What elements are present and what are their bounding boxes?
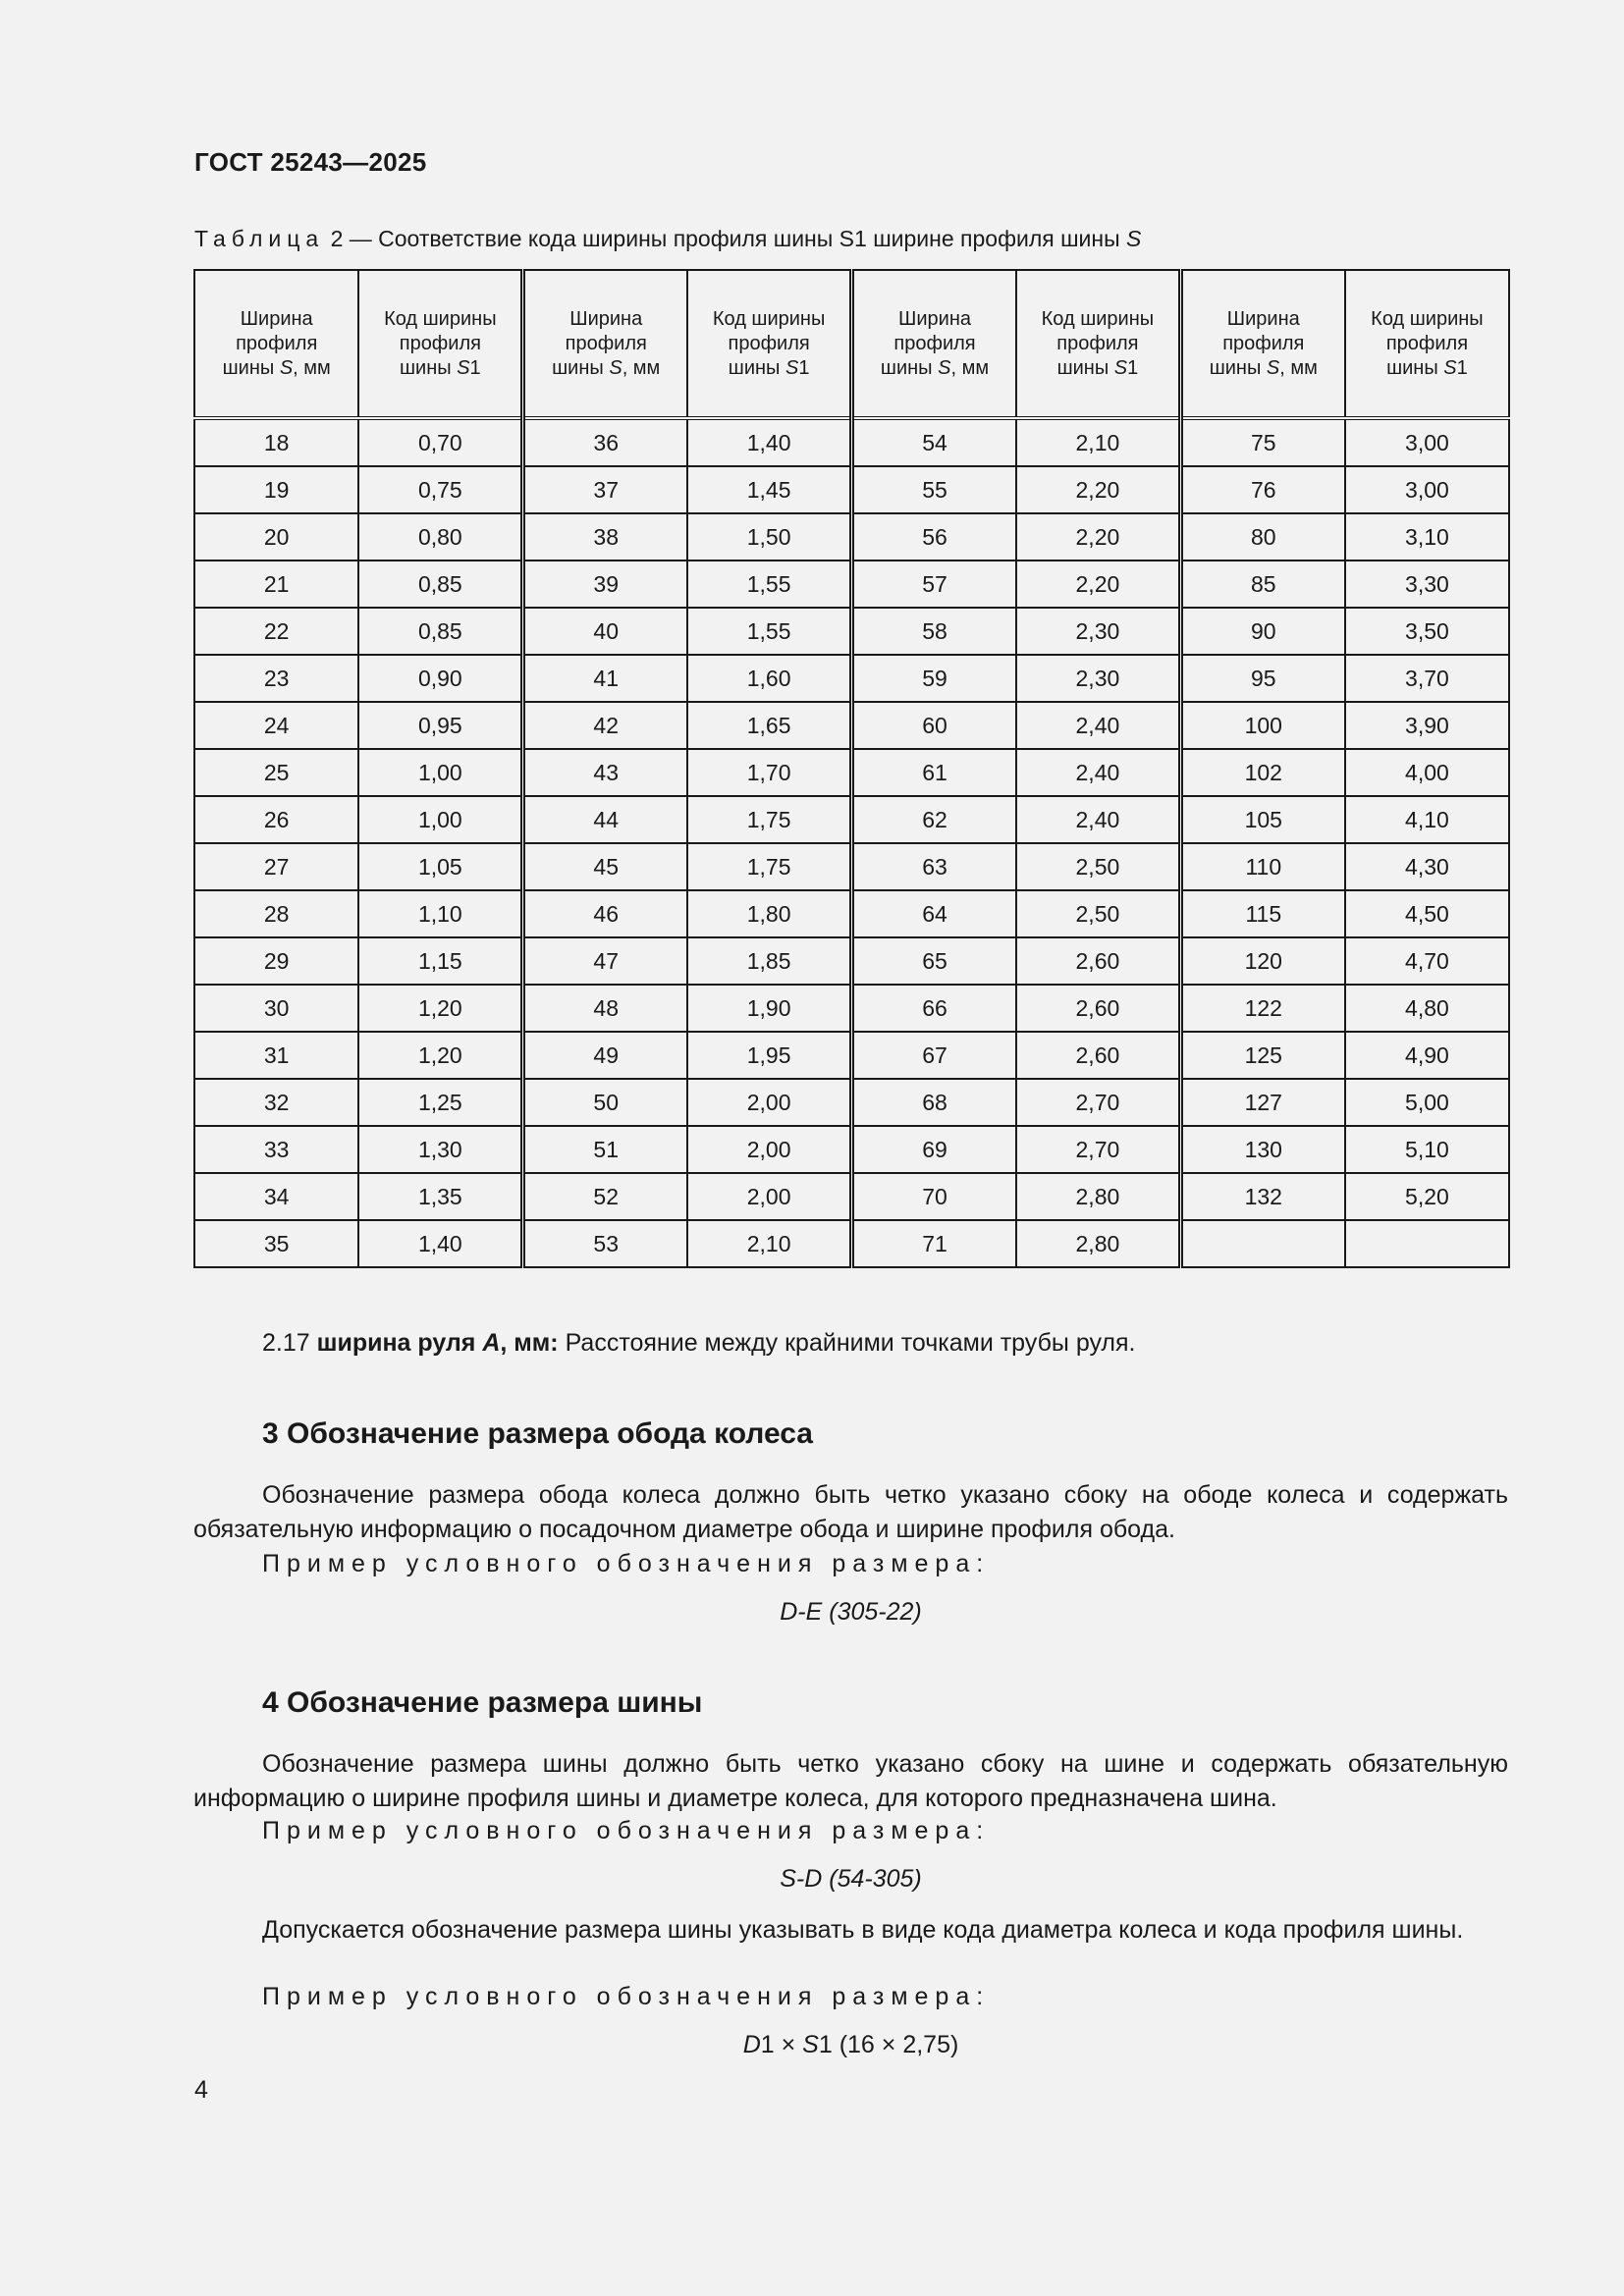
table-row: [194, 749, 1509, 796]
cell-width-mm: 95: [1180, 655, 1344, 702]
cell-width-code: 0,75: [358, 466, 522, 513]
cell-width-mm: 67: [852, 1032, 1016, 1079]
cell-width-code: 2,10: [687, 1220, 851, 1267]
table-row: [194, 655, 1509, 702]
cell-width-mm: 45: [523, 843, 687, 890]
cell-width-mm: 36: [523, 418, 687, 466]
cell-width-mm: 120: [1180, 937, 1344, 985]
table-header-row: [194, 270, 1509, 418]
cell-width-code: 3,70: [1345, 655, 1509, 702]
cell-width-mm: 132: [1180, 1173, 1344, 1220]
section-4-example-2: [193, 2031, 1508, 2059]
cell-width-mm: 31: [194, 1032, 358, 1079]
cell-width-mm: 54: [852, 418, 1016, 466]
cell-width-mm: 26: [194, 796, 358, 843]
table-row: [194, 561, 1509, 608]
cell-width-code: 1,40: [358, 1220, 522, 1267]
table-row: [194, 1126, 1509, 1173]
cell-width-code: 4,90: [1345, 1032, 1509, 1079]
table-row: [194, 608, 1509, 655]
cell-width-code: 2,70: [1016, 1079, 1180, 1126]
cell-width-mm: 35: [194, 1220, 358, 1267]
cell-width-code: 1,15: [358, 937, 522, 985]
table-row: [194, 937, 1509, 985]
cell-width-code: 2,30: [1016, 608, 1180, 655]
cell-width-mm: 33: [194, 1126, 358, 1173]
header-width-code-s1: Код ширины профиля шины S1: [358, 270, 522, 418]
definition-term: ширина руля: [316, 1329, 483, 1357]
definition-text: Расстояние между крайними точками трубы руля.: [558, 1329, 1136, 1357]
definition-2-17: [262, 1326, 1135, 1361]
cell-width-mm: 55: [852, 466, 1016, 513]
cell-width-mm: 90: [1180, 608, 1344, 655]
cell-width-mm: 34: [194, 1173, 358, 1220]
cell-width-code: 2,10: [1016, 418, 1180, 466]
cell-width-code: 1,20: [358, 985, 522, 1032]
cell-width-mm: [1180, 1220, 1344, 1267]
cell-width-mm: 76: [1180, 466, 1344, 513]
document-header: ГОСТ 25243—2025: [194, 147, 427, 177]
cell-width-code: 2,60: [1016, 985, 1180, 1032]
cell-width-mm: 50: [523, 1079, 687, 1126]
header-width-code-s1: Код ширины профиля шины S1: [1016, 270, 1180, 418]
cell-width-mm: 127: [1180, 1079, 1344, 1126]
cell-width-mm: 102: [1180, 749, 1344, 796]
section-4-paragraph: Обозначение размера шины должно быть четко указано сбоку на шине и содержать обязательную информацию о ширине профиля шины и диаметре колеса, для которого предназначена шина.: [193, 1750, 1508, 1812]
cell-width-code: 1,05: [358, 843, 522, 890]
cell-width-mm: 19: [194, 466, 358, 513]
cell-width-code: 1,00: [358, 749, 522, 796]
table-row: [194, 702, 1509, 749]
cell-width-mm: 41: [523, 655, 687, 702]
cell-width-code: 1,00: [358, 796, 522, 843]
definition-number: 2.17: [262, 1329, 317, 1357]
table-row: [194, 796, 1509, 843]
cell-width-code: 2,40: [1016, 796, 1180, 843]
cell-width-code: 3,50: [1345, 608, 1509, 655]
cell-width-code: 4,00: [1345, 749, 1509, 796]
cell-width-mm: 25: [194, 749, 358, 796]
cell-width-code: 1,85: [687, 937, 851, 985]
cell-width-mm: 62: [852, 796, 1016, 843]
cell-width-code: 1,70: [687, 749, 851, 796]
cell-width-mm: 130: [1180, 1126, 1344, 1173]
cell-width-code: 2,70: [1016, 1126, 1180, 1173]
cell-width-code: 2,20: [1016, 513, 1180, 561]
cell-width-code: 0,85: [358, 561, 522, 608]
cell-width-code: 0,95: [358, 702, 522, 749]
definition-unit: , мм:: [500, 1329, 559, 1357]
cell-width-code: 4,80: [1345, 985, 1509, 1032]
cell-width-code: 2,80: [1016, 1220, 1180, 1267]
cell-width-code: 3,00: [1345, 418, 1509, 466]
cell-width-mm: 61: [852, 749, 1016, 796]
cell-width-code: 4,70: [1345, 937, 1509, 985]
cell-width-mm: 63: [852, 843, 1016, 890]
cell-width-mm: 59: [852, 655, 1016, 702]
cell-width-code: 1,80: [687, 890, 851, 937]
section-4-example: S-D (54-305): [780, 1865, 922, 1893]
cell-width-code: 1,95: [687, 1032, 851, 1079]
cell-width-code: 1,25: [358, 1079, 522, 1126]
cell-width-mm: 122: [1180, 985, 1344, 1032]
header-width-mm: Ширина профиля шины S, мм: [523, 270, 687, 418]
cell-width-mm: 30: [194, 985, 358, 1032]
cell-width-mm: 21: [194, 561, 358, 608]
cell-width-mm: 60: [852, 702, 1016, 749]
cell-width-mm: 57: [852, 561, 1016, 608]
cell-width-code: 0,70: [358, 418, 522, 466]
cell-width-mm: 68: [852, 1079, 1016, 1126]
cell-width-code: 1,55: [687, 561, 851, 608]
cell-width-mm: 66: [852, 985, 1016, 1032]
cell-width-code: 2,40: [1016, 702, 1180, 749]
cell-width-mm: 46: [523, 890, 687, 937]
cell-width-code: 4,30: [1345, 843, 1509, 890]
header-width-mm: Ширина профиля шины S, мм: [1180, 270, 1344, 418]
header-width-mm: Ширина профиля шины S, мм: [194, 270, 358, 418]
cell-width-mm: 85: [1180, 561, 1344, 608]
cell-width-code: 1,75: [687, 843, 851, 890]
cell-width-code: [1345, 1220, 1509, 1267]
cell-width-mm: 22: [194, 608, 358, 655]
cell-width-code: 3,00: [1345, 466, 1509, 513]
table-row: [194, 890, 1509, 937]
width-code-table: [193, 269, 1510, 1268]
example-2-mid: 1 ×: [760, 2031, 803, 2058]
cell-width-code: 1,65: [687, 702, 851, 749]
cell-width-code: 2,60: [1016, 1032, 1180, 1079]
cell-width-code: 5,10: [1345, 1126, 1509, 1173]
cell-width-mm: 18: [194, 418, 358, 466]
cell-width-code: 1,35: [358, 1173, 522, 1220]
cell-width-code: 5,00: [1345, 1079, 1509, 1126]
table-caption-text: 2 — Соответствие кода ширины профиля шины S1 ширине профиля шины: [330, 226, 1127, 251]
header-width-code-s1: Код ширины профиля шины S1: [687, 270, 851, 418]
cell-width-mm: 110: [1180, 843, 1344, 890]
section-3-example-label: Пример условного обозначения размера:: [262, 1550, 991, 1577]
cell-width-code: 1,10: [358, 890, 522, 937]
cell-width-mm: 23: [194, 655, 358, 702]
cell-width-mm: 43: [523, 749, 687, 796]
header-width-code-s1: Код ширины профиля шины S1: [1345, 270, 1509, 418]
cell-width-code: 5,20: [1345, 1173, 1509, 1220]
section-4-heading: 4 Обозначение размера шины: [262, 1686, 703, 1719]
section-4-paragraph-2: Допускается обозначение размера шины указывать в виде кода диаметра колеса и кода профиля шины.: [262, 1916, 1464, 1944]
cell-width-code: 2,20: [1016, 466, 1180, 513]
table-row: [194, 843, 1509, 890]
cell-width-code: 3,10: [1345, 513, 1509, 561]
cell-width-code: 2,50: [1016, 843, 1180, 890]
cell-width-code: 4,10: [1345, 796, 1509, 843]
cell-width-mm: 64: [852, 890, 1016, 937]
cell-width-code: 2,00: [687, 1173, 851, 1220]
section-4-example-2-label: Пример условного обозначения размера:: [262, 1983, 991, 2010]
table-row: [194, 1032, 1509, 1079]
cell-width-code: 4,50: [1345, 890, 1509, 937]
cell-width-mm: 105: [1180, 796, 1344, 843]
cell-width-code: 2,30: [1016, 655, 1180, 702]
table-row: [194, 418, 1509, 466]
cell-width-mm: 38: [523, 513, 687, 561]
cell-width-code: 2,50: [1016, 890, 1180, 937]
example-2-rest: 1 (16 × 2,75): [818, 2031, 959, 2058]
cell-width-mm: 100: [1180, 702, 1344, 749]
cell-width-mm: 75: [1180, 418, 1344, 466]
cell-width-code: 0,80: [358, 513, 522, 561]
cell-width-mm: 24: [194, 702, 358, 749]
cell-width-mm: 70: [852, 1173, 1016, 1220]
cell-width-mm: 44: [523, 796, 687, 843]
cell-width-code: 2,00: [687, 1126, 851, 1173]
cell-width-mm: 20: [194, 513, 358, 561]
table-row: [194, 1079, 1509, 1126]
cell-width-mm: 47: [523, 937, 687, 985]
cell-width-code: 2,40: [1016, 749, 1180, 796]
cell-width-mm: 52: [523, 1173, 687, 1220]
cell-width-mm: 115: [1180, 890, 1344, 937]
cell-width-mm: 32: [194, 1079, 358, 1126]
page-number: 4: [194, 2076, 208, 2104]
section-3-paragraph: Обозначение размера обода колеса должно быть четко указано сбоку на ободе колеса и содержать обязательную информацию о посадочном диаметре обода и ширине профиля обода.: [193, 1481, 1508, 1543]
table-row: [194, 985, 1509, 1032]
cell-width-mm: 69: [852, 1126, 1016, 1173]
cell-width-code: 1,30: [358, 1126, 522, 1173]
cell-width-mm: 125: [1180, 1032, 1344, 1079]
cell-width-code: 1,60: [687, 655, 851, 702]
definition-symbol: A: [482, 1329, 501, 1357]
cell-width-mm: 28: [194, 890, 358, 937]
cell-width-mm: 39: [523, 561, 687, 608]
cell-width-mm: 37: [523, 466, 687, 513]
cell-width-code: 2,80: [1016, 1173, 1180, 1220]
table-row: [194, 466, 1509, 513]
cell-width-mm: 49: [523, 1032, 687, 1079]
section-4-example-label: Пример условного обозначения размера:: [262, 1817, 991, 1844]
table-row: [194, 513, 1509, 561]
section-3-example: D-E (305-22): [780, 1598, 922, 1626]
table-caption-symbol: S: [1126, 226, 1142, 251]
cell-width-mm: 51: [523, 1126, 687, 1173]
table-caption-label: Таблица: [194, 226, 325, 251]
table-caption: [194, 226, 1141, 252]
cell-width-code: 3,90: [1345, 702, 1509, 749]
cell-width-code: 1,90: [687, 985, 851, 1032]
cell-width-code: 1,40: [687, 418, 851, 466]
cell-width-code: 0,90: [358, 655, 522, 702]
example-2-d-symbol: D: [742, 2031, 761, 2058]
cell-width-mm: 58: [852, 608, 1016, 655]
cell-width-mm: 80: [1180, 513, 1344, 561]
cell-width-code: 1,20: [358, 1032, 522, 1079]
cell-width-mm: 53: [523, 1220, 687, 1267]
cell-width-code: 3,30: [1345, 561, 1509, 608]
cell-width-mm: 48: [523, 985, 687, 1032]
cell-width-mm: 40: [523, 608, 687, 655]
table-row: [194, 1173, 1509, 1220]
table-row: [194, 1220, 1509, 1267]
cell-width-code: 0,85: [358, 608, 522, 655]
cell-width-code: 1,45: [687, 466, 851, 513]
cell-width-code: 2,00: [687, 1079, 851, 1126]
cell-width-mm: 71: [852, 1220, 1016, 1267]
cell-width-code: 1,75: [687, 796, 851, 843]
cell-width-mm: 65: [852, 937, 1016, 985]
cell-width-code: 1,55: [687, 608, 851, 655]
cell-width-mm: 56: [852, 513, 1016, 561]
header-width-mm: Ширина профиля шины S, мм: [852, 270, 1016, 418]
cell-width-code: 1,50: [687, 513, 851, 561]
section-3-heading: 3 Обозначение размера обода колеса: [262, 1417, 813, 1450]
cell-width-mm: 29: [194, 937, 358, 985]
cell-width-mm: 42: [523, 702, 687, 749]
cell-width-code: 2,60: [1016, 937, 1180, 985]
cell-width-mm: 27: [194, 843, 358, 890]
cell-width-code: 2,20: [1016, 561, 1180, 608]
example-2-s-symbol: S: [802, 2031, 819, 2058]
